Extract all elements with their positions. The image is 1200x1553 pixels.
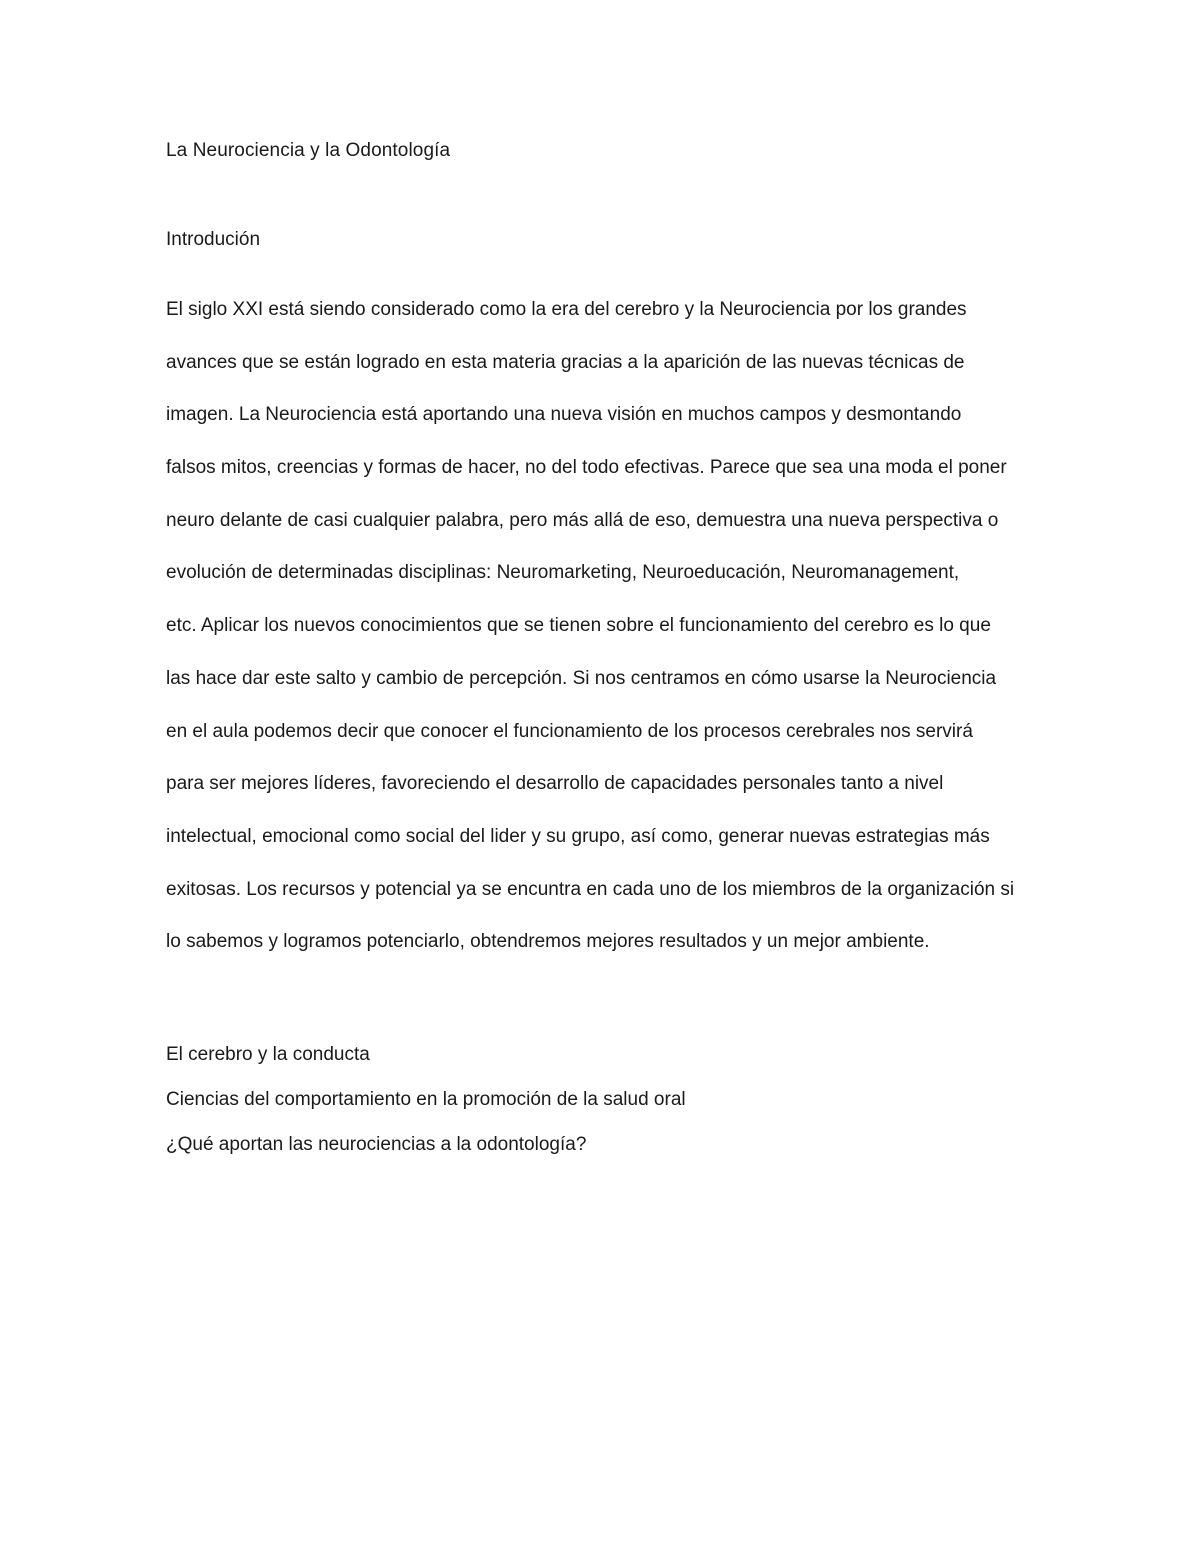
paragraph-line: en el aula podemos decir que conocer el funcionamiento de los procesos cerebrales nos servirá — [166, 720, 973, 742]
paragraph-line: avances que se están logrado en esta materia gracias a la aparición de las nuevas técnicas de — [166, 351, 965, 373]
paragraph-line: para ser mejores líderes, favoreciendo el desarrollo de capacidades personales tanto a nivel — [166, 773, 944, 795]
paragraph-line: etc. Aplicar los nuevos conocimientos que se tienen sobre el funcionamiento del cerebro es lo que — [166, 615, 991, 637]
paragraph-line: las hace dar este salto y cambio de percepción. Si nos centramos en cómo usarse la Neurociencia — [166, 667, 997, 689]
section-heading: Ciencias del comportamiento en la promoción de la salud oral — [166, 1089, 686, 1110]
paragraph-line: falsos mitos, creencias y formas de hacer, no del todo efectivas. Parece que sea una moda el poner — [166, 457, 1007, 479]
section-heading: ¿Qué aportan las neurociencias a la odontología? — [166, 1134, 587, 1155]
intro-heading: Introdución — [166, 229, 261, 250]
paragraph-line: imagen. La Neurociencia está aportando una nueva visión en muchos campos y desmontando — [166, 404, 962, 426]
section-headings — [166, 1041, 686, 1176]
paragraph-line: evolución de determinadas disciplinas: Neuromarketing, Neuroeducación, Neuromanagement, — [166, 562, 960, 584]
intro-paragraph — [166, 296, 1046, 981]
paragraph-line: intelectual, emocional como social del lider y su grupo, así como, generar nuevas estrategias más — [166, 825, 990, 847]
paragraph-line: neuro delante de casi cualquier palabra, pero más allá de eso, demuestra una nueva perspectiva o — [166, 509, 999, 531]
paragraph-line: exitosas. Los recursos y potencial ya se encuntra en cada uno de los miembros de la organización si — [166, 878, 1015, 900]
document-title: La Neurociencia y la Odontología — [166, 140, 451, 161]
paragraph-line: El siglo XXI está siendo considerado como la era del cerebro y la Neurociencia por los grandes — [166, 299, 967, 320]
paragraph-line: lo sabemos y logramos potenciarlo, obtendremos mejores resultados y un mejor ambiente. — [166, 931, 930, 953]
section-heading: El cerebro y la conducta — [166, 1044, 370, 1065]
